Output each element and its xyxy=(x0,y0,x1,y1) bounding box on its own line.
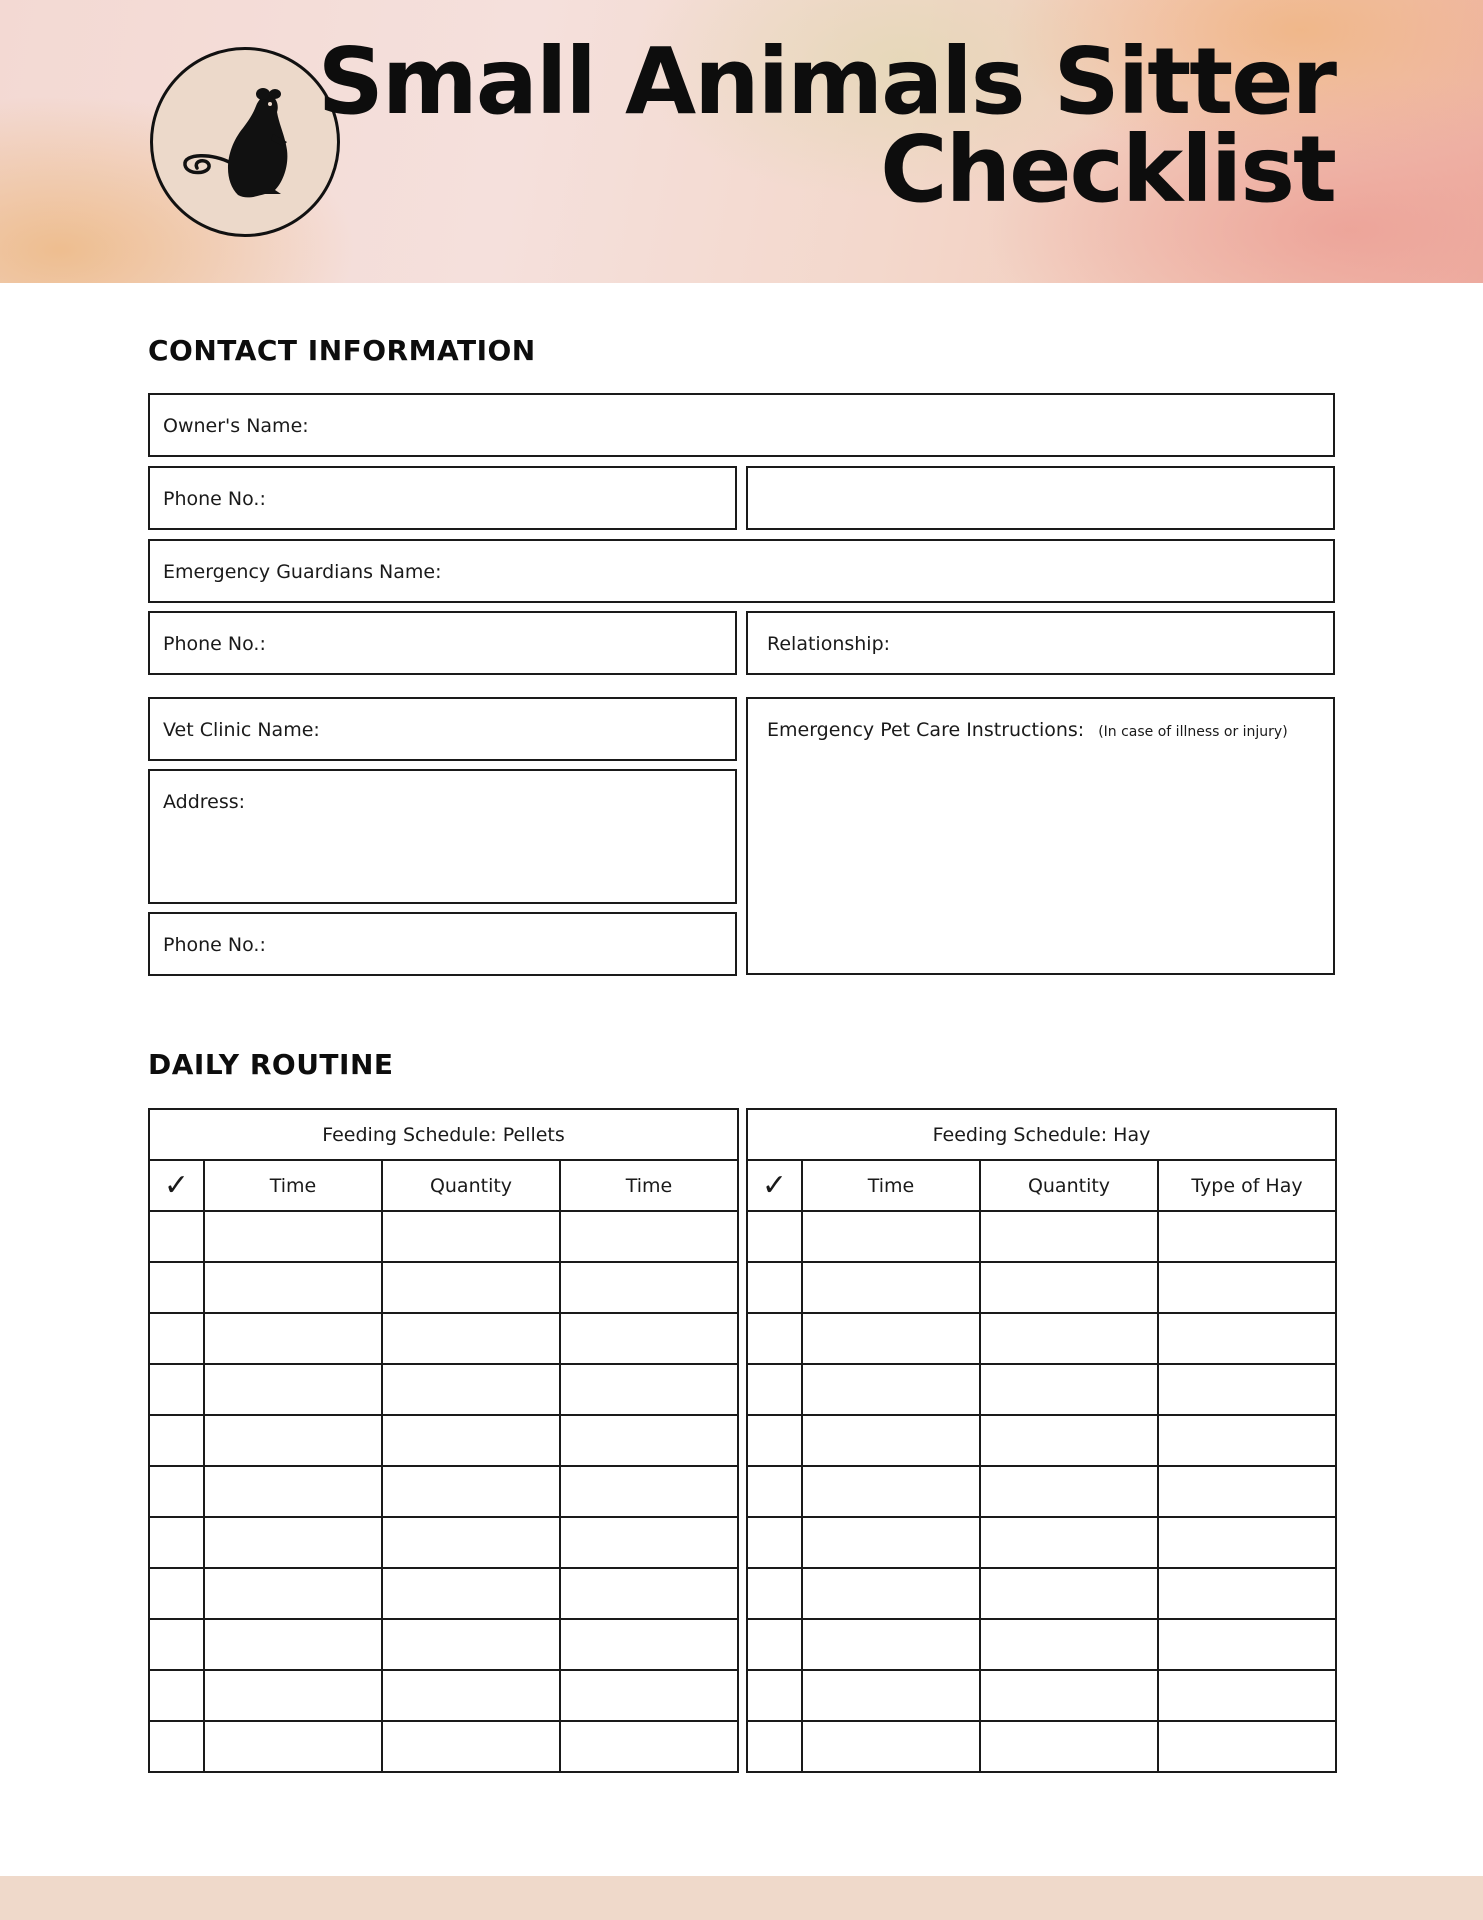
checkbox-cell[interactable] xyxy=(747,1670,802,1721)
table-cell[interactable] xyxy=(980,1364,1158,1415)
emergency-guardian-label: Emergency Guardians Name: xyxy=(163,561,442,583)
checkbox-cell[interactable] xyxy=(747,1262,802,1313)
table-cell[interactable] xyxy=(802,1415,980,1466)
table-cell[interactable] xyxy=(980,1670,1158,1721)
table-cell[interactable] xyxy=(560,1466,738,1517)
owners-name-label: Owner's Name: xyxy=(163,415,309,437)
checkbox-cell[interactable] xyxy=(747,1619,802,1670)
table-cell[interactable] xyxy=(382,1517,560,1568)
emergency-instructions-field[interactable] xyxy=(746,697,1335,975)
checkbox-cell[interactable] xyxy=(747,1211,802,1262)
checkbox-cell[interactable] xyxy=(149,1568,204,1619)
address-label: Address: xyxy=(163,791,246,813)
table-cell[interactable] xyxy=(1158,1211,1336,1262)
checkbox-cell[interactable] xyxy=(747,1517,802,1568)
table-cell[interactable] xyxy=(204,1415,382,1466)
hay-schedule-table xyxy=(746,1108,1337,1773)
checkbox-cell[interactable] xyxy=(149,1262,204,1313)
table-cell[interactable] xyxy=(560,1313,738,1364)
table-row xyxy=(149,1364,738,1415)
table-cell[interactable] xyxy=(204,1721,382,1772)
table-cell[interactable] xyxy=(382,1262,560,1313)
checkbox-cell[interactable] xyxy=(747,1568,802,1619)
table-row xyxy=(747,1415,1336,1466)
table-cell[interactable] xyxy=(560,1415,738,1466)
table-cell[interactable] xyxy=(560,1211,738,1262)
hay-col-time: Time xyxy=(802,1160,980,1211)
phone-field-2[interactable] xyxy=(148,611,737,675)
table-row xyxy=(149,1568,738,1619)
phone-label-2: Phone No.: xyxy=(163,633,266,655)
blank-field[interactable] xyxy=(746,466,1335,530)
table-cell[interactable] xyxy=(1158,1721,1336,1772)
table-row xyxy=(747,1517,1336,1568)
phone-label-3: Phone No.: xyxy=(163,934,266,956)
table-cell[interactable] xyxy=(560,1721,738,1772)
table-cell[interactable] xyxy=(1158,1670,1336,1721)
pellets-check-glyph: ✓ xyxy=(163,1167,190,1203)
table-cell[interactable] xyxy=(204,1670,382,1721)
table-cell[interactable] xyxy=(560,1364,738,1415)
checkbox-cell[interactable] xyxy=(149,1517,204,1568)
checkbox-cell[interactable] xyxy=(149,1721,204,1772)
phone-field-1[interactable] xyxy=(148,466,737,530)
table-cell[interactable] xyxy=(1158,1415,1336,1466)
table-row xyxy=(747,1721,1336,1772)
hay-check-glyph: ✓ xyxy=(761,1167,788,1203)
table-cell[interactable] xyxy=(382,1364,560,1415)
table-cell[interactable] xyxy=(980,1313,1158,1364)
checkbox-cell[interactable] xyxy=(149,1466,204,1517)
emergency-guardian-field[interactable] xyxy=(148,539,1335,603)
pellets-schedule-table xyxy=(148,1108,739,1773)
table-cell[interactable] xyxy=(980,1721,1158,1772)
checkbox-cell[interactable] xyxy=(747,1364,802,1415)
checkbox-cell[interactable] xyxy=(747,1415,802,1466)
table-cell[interactable] xyxy=(1158,1313,1336,1364)
mouse-icon xyxy=(153,50,337,234)
pellets-col-time-2: Time xyxy=(560,1160,738,1211)
table-row xyxy=(149,1721,738,1772)
table-row xyxy=(149,1517,738,1568)
checkbox-cell[interactable] xyxy=(149,1619,204,1670)
table-cell[interactable] xyxy=(802,1466,980,1517)
table-cell[interactable] xyxy=(382,1466,560,1517)
table-row xyxy=(747,1262,1336,1313)
phone-label-1: Phone No.: xyxy=(163,488,266,510)
table-row xyxy=(149,1262,738,1313)
hay-rows xyxy=(747,1211,1336,1772)
checkbox-cell[interactable] xyxy=(149,1211,204,1262)
vet-clinic-label: Vet Clinic Name: xyxy=(163,719,320,741)
table-cell[interactable] xyxy=(802,1313,980,1364)
checkbox-cell[interactable] xyxy=(149,1364,204,1415)
table-row xyxy=(747,1364,1336,1415)
check-icon xyxy=(747,1160,802,1211)
phone-field-3[interactable] xyxy=(148,912,737,976)
table-cell[interactable] xyxy=(382,1211,560,1262)
table-cell[interactable] xyxy=(382,1670,560,1721)
table-cell[interactable] xyxy=(204,1619,382,1670)
page-title xyxy=(317,28,1335,223)
checkbox-cell[interactable] xyxy=(747,1313,802,1364)
table-cell[interactable] xyxy=(802,1517,980,1568)
table-cell[interactable] xyxy=(204,1568,382,1619)
relationship-field[interactable] xyxy=(746,611,1335,675)
table-cell[interactable] xyxy=(1158,1466,1336,1517)
address-field[interactable] xyxy=(148,769,737,904)
header-banner xyxy=(0,0,1483,283)
table-cell[interactable] xyxy=(802,1364,980,1415)
relationship-label: Relationship: xyxy=(767,633,891,655)
table-cell[interactable] xyxy=(382,1619,560,1670)
table-cell[interactable] xyxy=(980,1211,1158,1262)
title-line-2: Checklist xyxy=(880,116,1335,223)
table-cell[interactable] xyxy=(980,1262,1158,1313)
table-row xyxy=(747,1619,1336,1670)
pellets-col-time: Time xyxy=(204,1160,382,1211)
checkbox-cell[interactable] xyxy=(149,1670,204,1721)
table-cell[interactable] xyxy=(204,1313,382,1364)
contact-section-title: CONTACT INFORMATION xyxy=(148,334,536,367)
table-cell[interactable] xyxy=(802,1211,980,1262)
checkbox-cell[interactable] xyxy=(149,1415,204,1466)
hay-col-type: Type of Hay xyxy=(1158,1160,1336,1211)
pellets-table-title: Feeding Schedule: Pellets xyxy=(149,1109,738,1160)
table-cell[interactable] xyxy=(802,1262,980,1313)
check-icon xyxy=(149,1160,204,1211)
footer-band xyxy=(0,1876,1483,1920)
table-cell[interactable] xyxy=(382,1313,560,1364)
table-cell[interactable] xyxy=(1158,1517,1336,1568)
owners-name-field[interactable] xyxy=(148,393,1335,457)
table-row xyxy=(747,1313,1336,1364)
table-row xyxy=(149,1415,738,1466)
table-row xyxy=(747,1211,1336,1262)
table-row xyxy=(149,1466,738,1517)
routine-section-title: DAILY ROUTINE xyxy=(148,1048,394,1081)
table-cell[interactable] xyxy=(802,1619,980,1670)
emergency-instructions-label xyxy=(767,719,1288,741)
pellets-rows xyxy=(149,1211,738,1772)
table-cell[interactable] xyxy=(980,1466,1158,1517)
checkbox-cell[interactable] xyxy=(747,1466,802,1517)
checkbox-cell[interactable] xyxy=(149,1313,204,1364)
table-cell[interactable] xyxy=(560,1568,738,1619)
table-row xyxy=(149,1313,738,1364)
table-row xyxy=(149,1670,738,1721)
table-cell[interactable] xyxy=(980,1517,1158,1568)
table-cell[interactable] xyxy=(1158,1619,1336,1670)
checkbox-cell[interactable] xyxy=(747,1721,802,1772)
table-row xyxy=(149,1211,738,1262)
table-cell[interactable] xyxy=(382,1415,560,1466)
table-row xyxy=(747,1670,1336,1721)
hay-col-quantity: Quantity xyxy=(980,1160,1158,1211)
table-cell[interactable] xyxy=(802,1721,980,1772)
hay-table-title: Feeding Schedule: Hay xyxy=(747,1109,1336,1160)
emergency-instructions-text: Emergency Pet Care Instructions: xyxy=(767,719,1085,741)
table-cell[interactable] xyxy=(980,1619,1158,1670)
table-cell[interactable] xyxy=(204,1466,382,1517)
vet-clinic-field[interactable] xyxy=(148,697,737,761)
title-line-1: Small Animals Sitter xyxy=(317,28,1335,135)
table-cell[interactable] xyxy=(560,1670,738,1721)
table-cell[interactable] xyxy=(382,1568,560,1619)
table-cell[interactable] xyxy=(560,1517,738,1568)
table-cell[interactable] xyxy=(980,1415,1158,1466)
table-cell[interactable] xyxy=(1158,1364,1336,1415)
table-row xyxy=(149,1619,738,1670)
table-cell[interactable] xyxy=(1158,1568,1336,1619)
table-cell[interactable] xyxy=(382,1721,560,1772)
table-cell[interactable] xyxy=(802,1670,980,1721)
table-row xyxy=(747,1568,1336,1619)
table-cell[interactable] xyxy=(204,1364,382,1415)
table-cell[interactable] xyxy=(204,1262,382,1313)
table-cell[interactable] xyxy=(1158,1262,1336,1313)
table-cell[interactable] xyxy=(560,1619,738,1670)
table-cell[interactable] xyxy=(560,1262,738,1313)
table-cell[interactable] xyxy=(204,1211,382,1262)
emergency-note: (In case of illness or injury) xyxy=(1098,724,1288,740)
table-row xyxy=(747,1466,1336,1517)
table-cell[interactable] xyxy=(980,1568,1158,1619)
table-cell[interactable] xyxy=(204,1517,382,1568)
table-cell[interactable] xyxy=(802,1568,980,1619)
logo-badge xyxy=(150,47,340,237)
pellets-col-quantity: Quantity xyxy=(382,1160,560,1211)
